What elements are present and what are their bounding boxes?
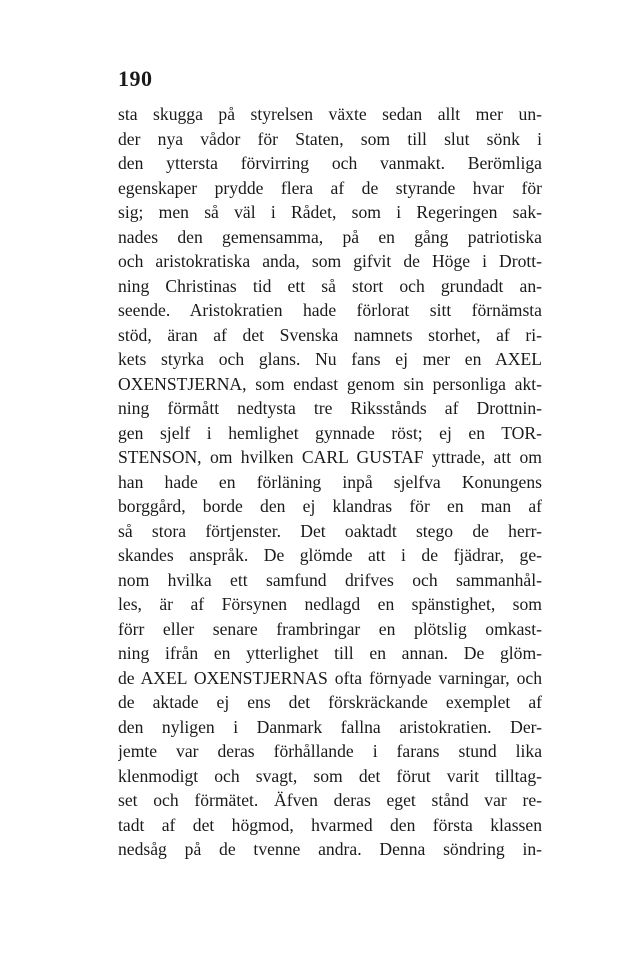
text-line: förr eller senare frambringar en plötslig omkast-: [118, 618, 542, 639]
text-line: set och förmätet. Äfven deras eget stånd var re-: [118, 790, 542, 810]
text-line: de AXEL OXENSTJERNAS ofta förnyade varningar, och: [118, 667, 542, 688]
text-line: borggård, borde den ej klandras för en man af: [118, 496, 542, 516]
text-line: kets styrka och glans. Nu fans ej mer en AXEL: [118, 349, 542, 369]
text-line: och aristokratiska anda, som gifvit de Höge i Drott-: [118, 251, 542, 271]
text-line: ning förmått nedtysta tre Riksstånds af Drottnin-: [118, 398, 542, 418]
page-number: 190: [118, 66, 153, 91]
text-line: der nya vådor för Staten, som till slut sönk i: [118, 128, 542, 149]
text-line: ning ifrån en ytterlighet till en annan. De glöm-: [118, 643, 542, 663]
text-line: nades den gemensamma, på en gång patriotiska: [118, 226, 542, 247]
text-line: gen sjelf i hemlighet gynnade röst; ej en TOR-: [118, 422, 542, 443]
text-line: nedsåg på de tvenne andra. Denna söndring in-: [118, 839, 542, 859]
text-line: så stora förtjenster. Det oaktadt stego de herr-: [118, 520, 542, 541]
text-line: ning Christinas tid ett så stort och grundadt an-: [118, 275, 542, 296]
text-line: sig; men så väl i Rådet, som i Regeringen sak-: [118, 202, 542, 222]
text-line: les, är af Försynen nedlagd en spänstighet, som: [118, 594, 542, 614]
text-line: klenmodigt och svagt, som det förut varit tilltag-: [118, 765, 542, 786]
text-line: tadt af det högmod, hvarmed den första klassen: [118, 814, 542, 835]
text-line: de aktade ej ens det förskräckande exemplet af: [118, 692, 542, 712]
text-line: han hade en förläning inpå sjelfva Konungens: [118, 471, 542, 492]
text-line: nom hvilka ett samfund drifves och sammanhål-: [118, 569, 542, 590]
text-line: den yttersta förvirring och vanmakt. Berömliga: [118, 153, 542, 173]
text-line: den nyligen i Danmark fallna aristokratien. Der-: [118, 716, 542, 737]
text-line: skandes anspråk. De glömde att i de fjädrar, ge-: [118, 545, 542, 565]
text-line: stöd, äran af det Svenska namnets storhet, af ri-: [118, 324, 542, 345]
text-line: jemte var deras förhållande i farans stund lika: [118, 741, 542, 761]
text-line: seende. Aristokratien hade förlorat sitt förnämsta: [118, 300, 542, 320]
text-line: OXENSTJERNA, som endast genom sin personliga akt-: [118, 373, 542, 394]
text-line: sta skugga på styrelsen växte sedan allt mer un-: [118, 104, 542, 124]
body-text: [118, 102, 542, 862]
text-line: STENSON, om hvilken CARL GUSTAF yttrade, att om: [118, 447, 542, 467]
text-line: egenskaper prydde flera af de styrande hvar för: [118, 177, 542, 198]
